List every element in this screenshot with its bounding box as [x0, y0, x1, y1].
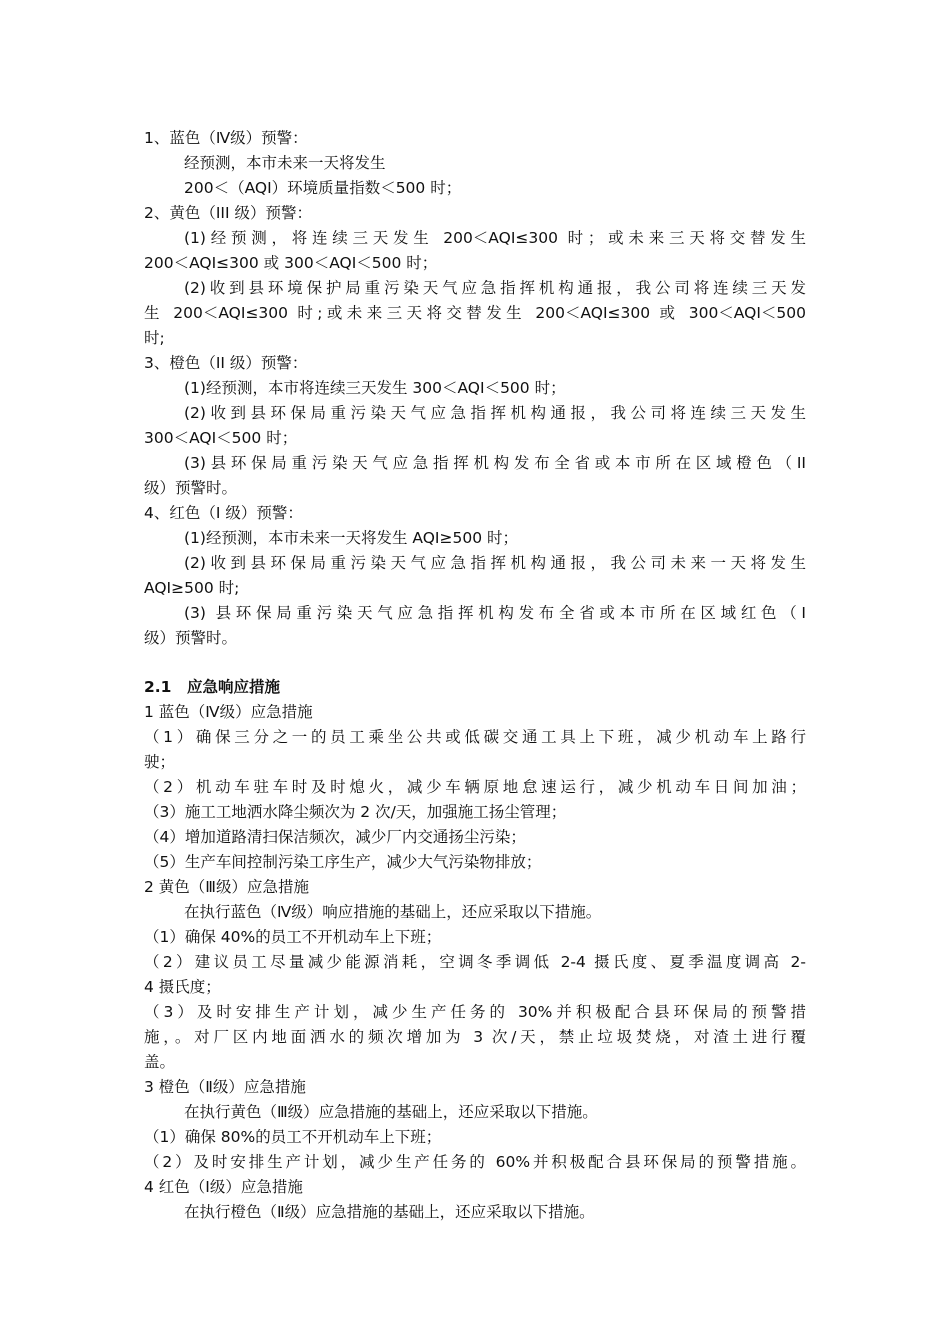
orange-response-1: （1）确保 80%的员工不开机动车上下班；	[144, 1128, 442, 1146]
yellow-warning-1b: 200＜AQI≤300 或 300＜AQI＜500 时；	[144, 254, 438, 272]
yellow-response-1: （1）确保 40%的员工不开机动车上下班；	[144, 928, 442, 946]
blue-response-title: 1 蓝色（Ⅳ级）应急措施	[144, 703, 313, 721]
yellow-warning-2c: 时;	[144, 329, 165, 347]
red-warning-title: 4、红色（I 级）预警：	[144, 504, 303, 522]
blue-response-1a: （1）确保三分之一的员工乘坐公共或低碳交通工具上下班，减少机动车上路行	[144, 728, 806, 746]
yellow-warning-2a: (2)收到县环境保护局重污染天气应急指挥机构通报，我公司将连续三天发	[184, 279, 806, 297]
yellow-response-3b: 施，。对厂区内地面洒水的频次增加为 3 次/天，禁止垃圾焚烧，对渣土进行覆	[144, 1028, 806, 1046]
red-response-title: 4 红色（Ⅰ级）应急措施	[144, 1178, 303, 1196]
orange-warning-3a: (3)县环保局重污染天气应急指挥机构发布全省或本市所在区域橙色（II	[184, 454, 806, 472]
blue-response-4: （4）增加道路清扫保洁频次，减少厂内交通扬尘污染；	[144, 828, 526, 846]
red-response-intro: 在执行橙色（Ⅱ级）应急措施的基础上，还应采取以下措施。	[184, 1203, 595, 1221]
blue-warning-line-1: 经预测，本市未来一天将发生	[184, 154, 386, 172]
red-warning-2a: (2)收到县环保局重污染天气应急指挥机构通报，我公司未来一天将发生	[184, 554, 806, 572]
orange-response-2: （2）及时安排生产计划，减少生产任务的 60%并积极配合县环保局的预警措施。	[144, 1153, 806, 1171]
orange-warning-1: (1)经预测，本市将连续三天发生 300＜AQI＜500 时；	[184, 379, 566, 397]
blue-warning-title: 1、蓝色（Ⅳ级）预警：	[144, 129, 308, 147]
yellow-response-2a: （2）建议员工尽量减少能源消耗，空调冬季调低 2-4 摄氏度、夏季温度调高 2-	[144, 953, 806, 971]
yellow-response-2b: 4 摄氏度；	[144, 978, 221, 996]
yellow-response-title: 2 黄色（Ⅲ级）应急措施	[144, 878, 309, 896]
red-warning-2b: AQI≥500 时;	[144, 579, 240, 597]
blue-response-2: （2）机动车驻车时及时熄火，减少车辆原地怠速运行，减少机动车日间加油；	[144, 778, 806, 796]
section-heading-2-1: 2.1 应急响应措施	[144, 678, 280, 696]
orange-warning-3b: 级）预警时。	[144, 479, 238, 497]
red-warning-1: (1)经预测，本市未来一天将发生 AQI≥500 时；	[184, 529, 518, 547]
red-warning-3b: 级）预警时。	[144, 629, 238, 647]
orange-warning-title: 3、橙色（II 级）预警：	[144, 354, 308, 372]
yellow-warning-title: 2、黄色（III 级）预警：	[144, 204, 313, 222]
orange-warning-2a: (2)收到县环保局重污染天气应急指挥机构通报，我公司将连续三天发生	[184, 404, 806, 422]
blue-response-3: （3）施工工地洒水降尘频次为 2 次/天，加强施工扬尘管理；	[144, 803, 567, 821]
yellow-warning-1a: (1)经预测，将连续三天发生 200＜AQI≤300 时；或未来三天将交替发生	[184, 229, 806, 247]
blue-response-5: （5）生产车间控制污染工序生产，减少大气污染物排放；	[144, 853, 542, 871]
blue-response-1b: 驶；	[144, 753, 176, 771]
blue-warning-line-2: 200＜（AQI）环境质量指数＜500 时；	[184, 179, 462, 197]
orange-warning-2b: 300＜AQI＜500 时；	[144, 429, 298, 447]
orange-response-intro: 在执行黄色（Ⅲ级）应急措施的基础上，还应采取以下措施。	[184, 1103, 598, 1121]
orange-response-title: 3 橙色（Ⅱ级）应急措施	[144, 1078, 306, 1096]
red-warning-3a: (3) 县环保局重污染天气应急指挥机构发布全省或本市所在区域红色（I	[184, 604, 806, 622]
yellow-warning-2b: 生 200＜AQI≤300 时;或未来三天将交替发生 200＜AQI≤300 或 300＜AQI＜500	[144, 304, 806, 322]
yellow-response-3a: （3）及时安排生产计划，减少生产任务的 30%并积极配合县环保局的预警措	[144, 1003, 806, 1021]
yellow-response-3c: 盖。	[144, 1053, 176, 1071]
yellow-response-intro: 在执行蓝色（Ⅳ级）响应措施的基础上，还应采取以下措施。	[184, 903, 602, 921]
